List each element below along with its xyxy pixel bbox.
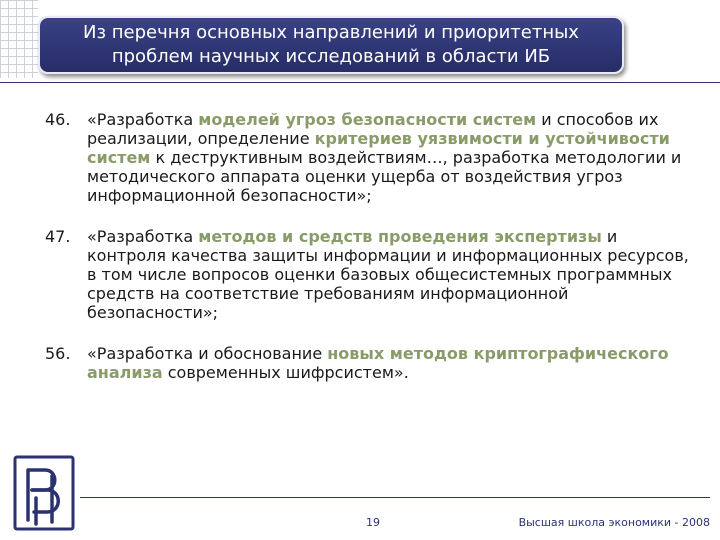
decorative-grid	[0, 0, 38, 78]
item-text: «Разработка и обоснование	[87, 344, 328, 363]
list-item-46	[40, 110, 690, 205]
slide-title-line-1: Из перечня основных направлений и приоритетных	[83, 22, 579, 43]
item-text: современных шифрсистем».	[162, 363, 409, 382]
highlight-text: критериев уязвимости и устойчивости систем	[87, 129, 670, 167]
item-text: «Разработка	[87, 110, 199, 129]
item-number: 56.	[45, 344, 71, 363]
footer-organization: Высшая школа экономики - 2008	[518, 516, 710, 529]
hse-logo-icon	[12, 454, 76, 532]
highlight-text: новых методов криптографического анализа	[87, 344, 669, 382]
list-item-47	[40, 227, 690, 322]
highlight-text: методов и средств проведения экспертизы	[198, 227, 602, 246]
highlight-text: моделей угроз безопасности систем	[198, 110, 537, 129]
list-item-56	[40, 344, 690, 382]
item-text: и способов их реализации, определение	[87, 110, 659, 148]
item-text: и контроля качества защиты информации и информационных ресурсов, в том числе вопросов оценки базовых общесистемных программных средств на соответствие требованиям информационной безопасности»;	[87, 227, 689, 322]
header-divider	[0, 82, 720, 83]
slide-title-box	[38, 16, 624, 74]
slide-title-line-2: проблем научных исследований в области ИБ	[111, 46, 551, 67]
item-text: к деструктивным воздействиям…, разработка методологии и методического аппарата оценки ущерба от воздействия угроз информационной безопасности»;	[87, 148, 682, 205]
item-number: 46.	[45, 110, 71, 129]
page-number: 19	[366, 516, 380, 529]
item-number: 47.	[45, 227, 71, 246]
slide-content	[40, 110, 690, 404]
footer-divider	[80, 497, 710, 498]
item-text: «Разработка	[87, 227, 199, 246]
